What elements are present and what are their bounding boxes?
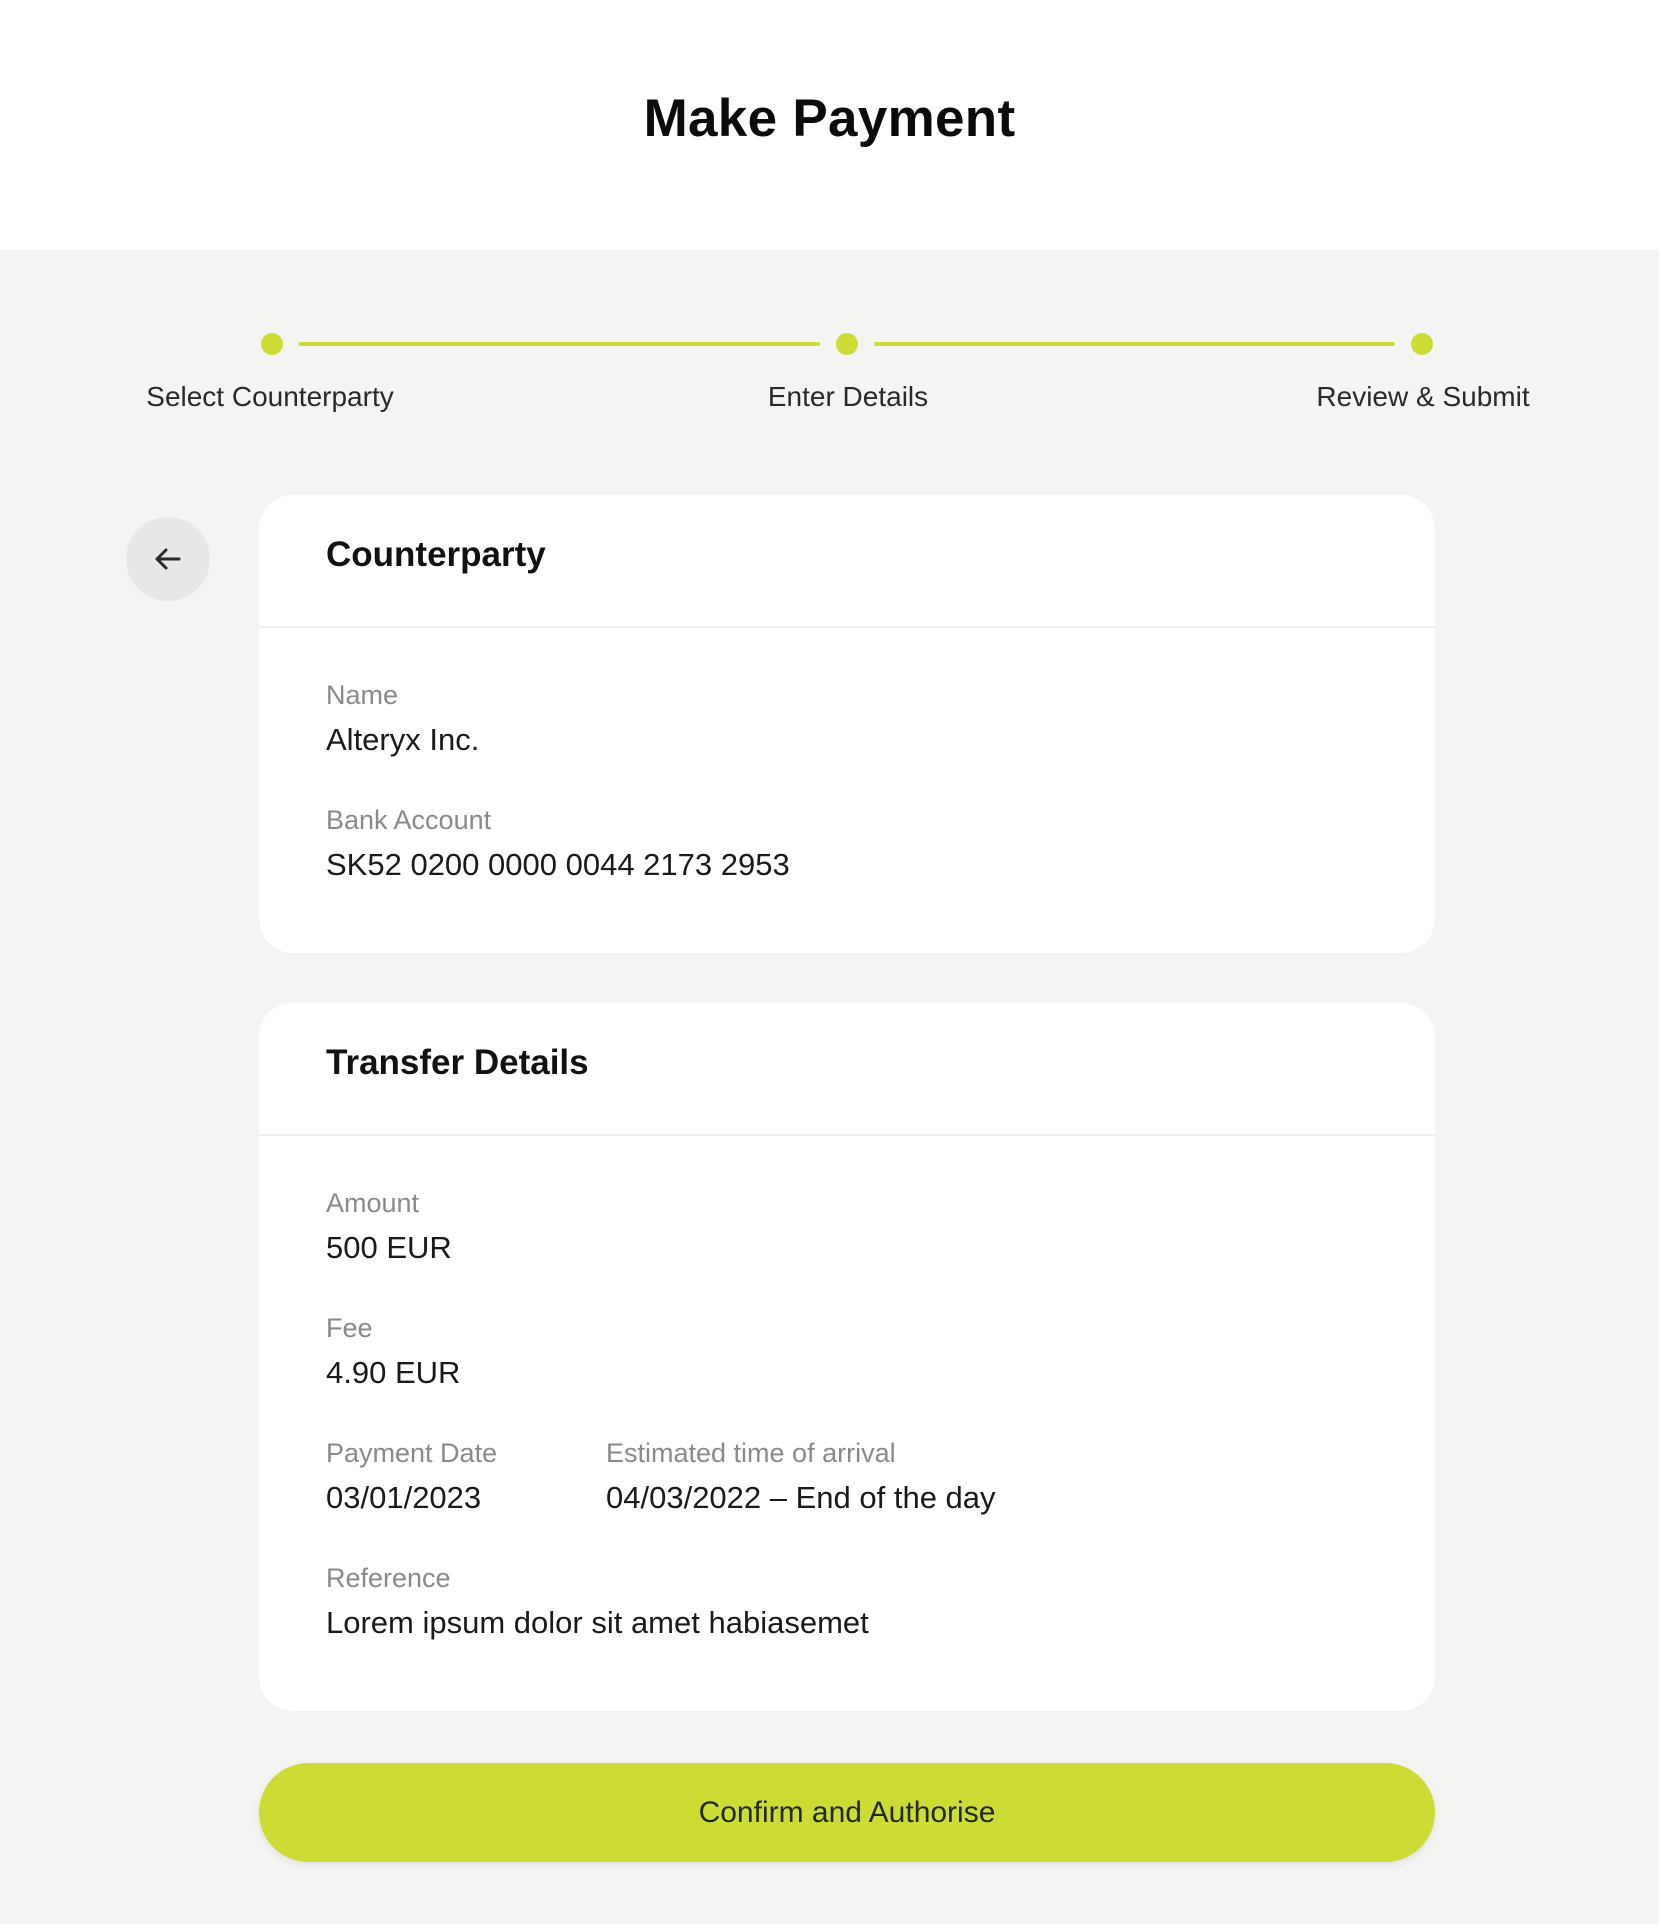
counterparty-card-title: Counterparty bbox=[326, 535, 546, 574]
arrow-left-icon bbox=[150, 541, 186, 577]
step-dot-enter-details bbox=[836, 333, 858, 355]
step-connector-1 bbox=[299, 342, 820, 346]
step-connector-2 bbox=[874, 342, 1395, 346]
eta-field bbox=[606, 1436, 996, 1517]
counterparty-card bbox=[259, 495, 1435, 953]
counterparty-card-header bbox=[259, 495, 1435, 628]
amount-value: 500 EUR bbox=[326, 1230, 452, 1265]
amount-label: Amount bbox=[326, 1188, 420, 1218]
progress-stepper bbox=[0, 0, 1659, 440]
reference-field bbox=[326, 1561, 869, 1642]
step-dot-select-counterparty bbox=[261, 333, 283, 355]
reference-label: Reference bbox=[326, 1563, 451, 1593]
step-label-enter-details: Enter Details bbox=[767, 381, 929, 412]
bank-account-label: Bank Account bbox=[326, 805, 492, 835]
eta-label: Estimated time of arrival bbox=[606, 1438, 896, 1468]
payment-date-label: Payment Date bbox=[326, 1438, 498, 1468]
eta-value: 04/03/2022 – End of the day bbox=[606, 1480, 996, 1515]
fee-label: Fee bbox=[326, 1313, 373, 1343]
confirm-authorise-button[interactable]: Confirm and Authorise bbox=[259, 1763, 1435, 1862]
step-label-select-counterparty: Select Counterparty bbox=[146, 381, 394, 412]
back-button[interactable] bbox=[126, 517, 210, 601]
bank-account-field bbox=[326, 803, 790, 884]
transfer-details-card-header bbox=[259, 1003, 1435, 1136]
name-field bbox=[326, 678, 479, 759]
name-value: Alteryx Inc. bbox=[326, 722, 480, 757]
step-dot-review-submit bbox=[1411, 333, 1433, 355]
amount-field bbox=[326, 1186, 452, 1267]
transfer-details-card bbox=[259, 1003, 1435, 1711]
name-label: Name bbox=[326, 680, 399, 710]
payment-date-value: 03/01/2023 bbox=[326, 1480, 482, 1515]
page-title: Make Payment bbox=[643, 89, 1016, 148]
fee-value: 4.90 EUR bbox=[326, 1355, 461, 1390]
transfer-details-card-title: Transfer Details bbox=[326, 1043, 589, 1082]
step-label-review-submit: Review & Submit bbox=[1316, 381, 1530, 412]
bank-account-value: SK52 0200 0000 0044 2173 2953 bbox=[326, 847, 790, 882]
fee-field bbox=[326, 1311, 460, 1392]
payment-date-field bbox=[326, 1436, 497, 1517]
reference-value: Lorem ipsum dolor sit amet habiasemet bbox=[326, 1605, 869, 1640]
